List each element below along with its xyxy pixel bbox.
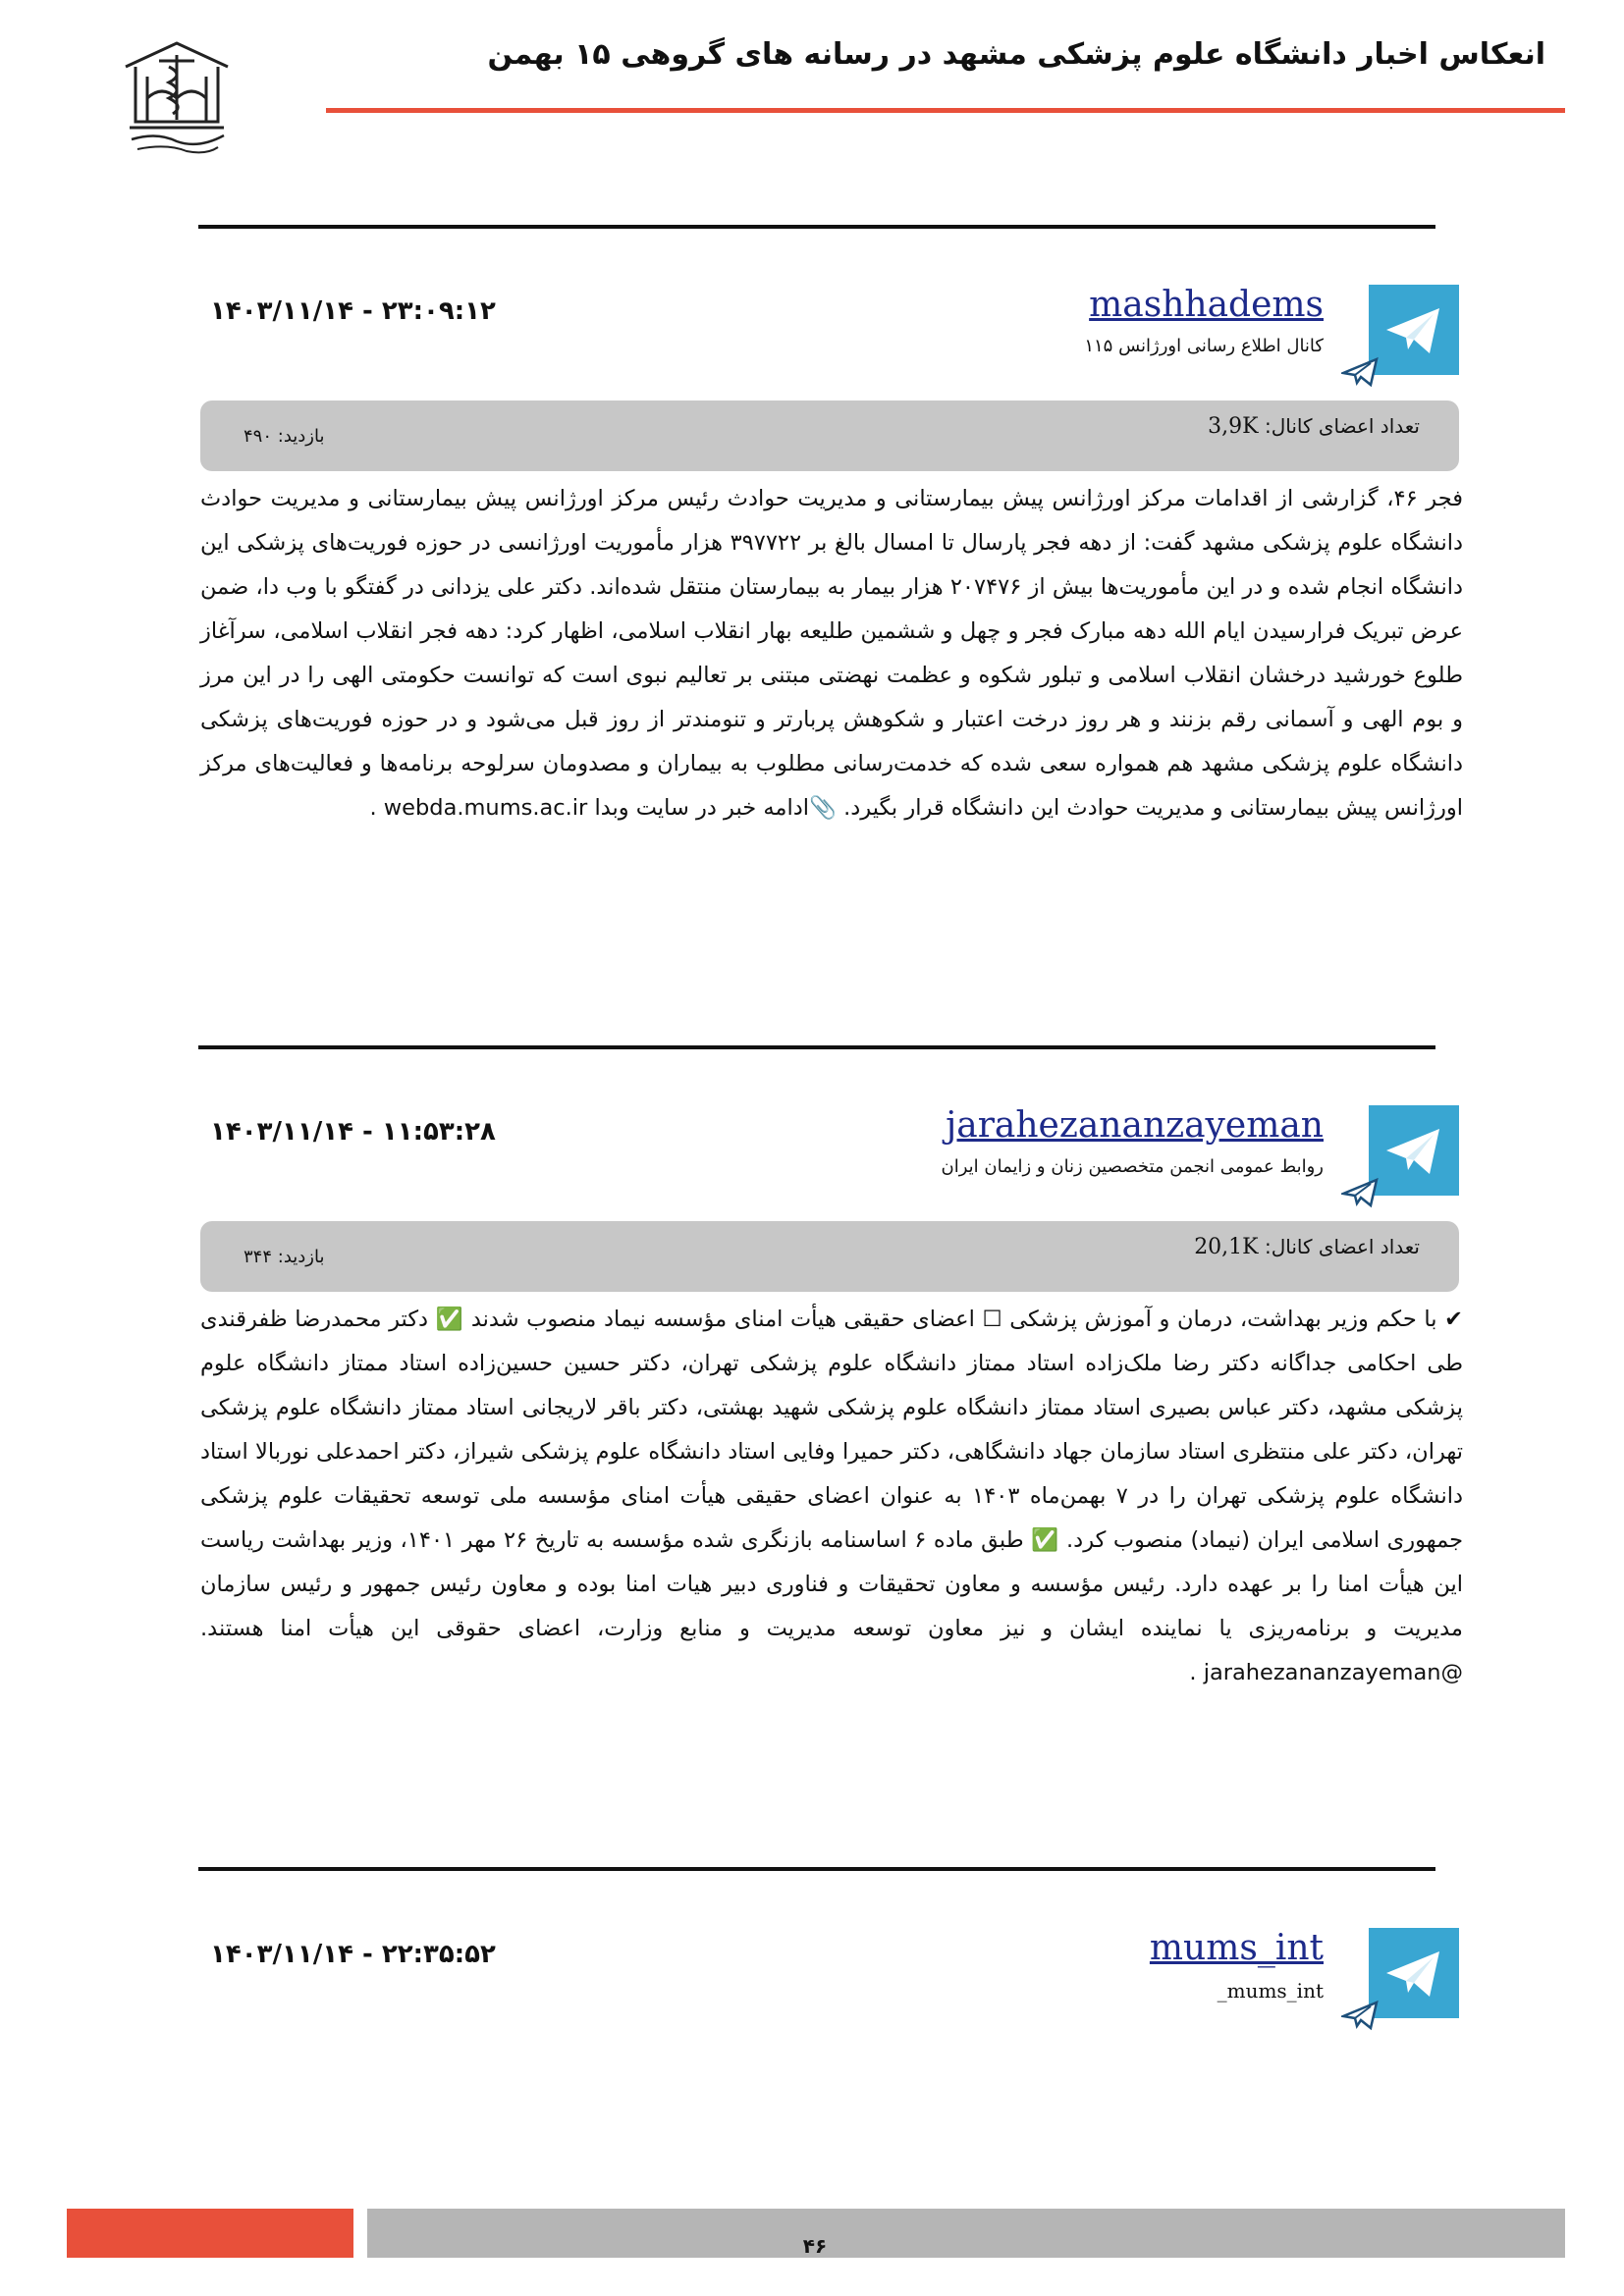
view-count-label: بازدید: <box>277 1247 325 1267</box>
post-datetime: ۱۴۰۳/۱۱/۱۴ - ۲۳:۰۹:۱۲ <box>210 296 496 326</box>
view-count-value: ۳۴۴ <box>244 1247 273 1267</box>
post-datetime: ۱۴۰۳/۱۱/۱۴ - ۱۱:۵۳:۲۸ <box>210 1117 496 1147</box>
channel-description: _mums_int <box>1217 1979 1324 2002</box>
post-card <box>196 1105 1463 1792</box>
post-card <box>196 285 1463 972</box>
post-separator <box>198 225 1435 229</box>
view-count <box>244 426 324 447</box>
view-count-label: بازدید: <box>277 426 325 447</box>
telegram-icon[interactable] <box>1369 1105 1459 1196</box>
post-separator <box>198 1867 1435 1871</box>
member-count <box>1208 414 1420 439</box>
channel-description: کانال اطلاع رسانی اورژانس ۱۱۵ <box>1084 336 1324 356</box>
stats-bar <box>200 400 1459 471</box>
member-count-label: تعداد اعضای کانال: <box>1264 1235 1420 1258</box>
channel-name-link[interactable]: mums_int <box>1149 1928 1324 1968</box>
header-rule <box>326 108 1565 113</box>
member-count-value: 3,9K <box>1208 414 1259 439</box>
view-count-value: ۴۹۰ <box>244 426 273 447</box>
telegram-icon[interactable] <box>1369 1928 1459 2018</box>
footer-bar <box>367 2209 1565 2258</box>
telegram-icon[interactable] <box>1369 285 1459 375</box>
footer-accent-bar <box>67 2209 353 2258</box>
channel-name-link[interactable]: jarahezananzayeman <box>946 1105 1324 1146</box>
post-body: ✔ با حکم وزیر بهداشت، درمان و آموزش پزشکی ☐ اعضای حقیقی هیأت امنای مؤسسه نیماد منصوب شدند ✅ دکتر محمدرضا ظفرقندی طی احکامی جداگانه دکتر رضا ملک‌زاده استاد ممتاز دانشگاه علوم پزشکی تهران، دکتر حسین حسین‌زاده استاد ممتاز دانشگاه علوم پزشکی مشهد، دکتر عباس بصیری استاد ممتاز دانشگاه علوم پزشکی شهید بهشتی، دکتر باقر لاریجانی استاد ممتاز دانشگاه علوم پزشکی تهران، دکتر علی منتظری استاد سازمان جهاد دانشگاهی، دکتر حمیرا وفایی استاد دانشگاه علوم پزشکی شیراز، دکتر احمدعلی نوربالا استاد دانشگاه علوم پزشکی تهران را در ۷ بهمن‌ماه ۱۴۰۳ به عنوان اعضای حقیقی هیأت امنای مؤسسه ملی توسعه تحقیقات علوم پزشکی جمهوری اسلامی ایران (نیماد) منصوب کرد. ✅ طبق ماده ۶ اساسنامه بازنگری شده مؤسسه به تاریخ ۲۶ مهر ۱۴۰۱، وزیر بهداشت ریاست این هیأت امنا را بر عهده دارد. رئیس مؤسسه و معاون تحقیقات و فناوری دبیر هیات امنا بوده و معاون رئیس جمهور و رئیس سازمان مدیریت و برنامه‌ریزی یا نماینده ایشان و نیز معاون توسعه مدیریت و منابع وزارت، اعضای حقوقی این هیأت امنا هستند. @jarahezananzayeman . <box>200 1307 1463 1685</box>
member-count <box>1194 1235 1420 1259</box>
page-number: ۴۶ <box>802 2234 828 2258</box>
post-separator <box>198 1045 1435 1049</box>
post-card <box>196 1928 1463 2065</box>
university-logo <box>108 37 245 165</box>
member-count-value: 20,1K <box>1194 1235 1259 1259</box>
member-count-label: تعداد اعضای کانال: <box>1264 414 1420 438</box>
page-title: انعکاس اخبار دانشگاه علوم پزشکی مشهد در رسانه های گروهی ۱۵ بهمن <box>487 37 1545 72</box>
stats-bar <box>200 1221 1459 1292</box>
channel-description: روابط عمومی انجمن متخصصین زنان و زایمان ایران <box>941 1156 1324 1177</box>
view-count <box>244 1247 324 1267</box>
channel-name-link[interactable]: mashhadems <box>1089 285 1324 325</box>
post-datetime: ۱۴۰۳/۱۱/۱۴ - ۲۲:۳۵:۵۲ <box>210 1940 496 1969</box>
post-body: فجر ۴۶، گزارشی از اقدامات مرکز اورژانس پیش بیمارستانی و مدیریت حوادث رئیس مرکز اورژانس پیش بیمارستانی و مدیریت حوادث دانشگاه علوم پزشکی مشهد گفت: از دهه فجر پارسال تا امسال بالغ بر ۳۹۷۷۲۲ هزار مأموریت اورژانسی در حوزه فوریت‌های پزشکی این دانشگاه انجام شده و در این مأموریت‌ها بیش از ۲۰۷۴۷۶ هزار بیمار به بیمارستان منتقل شده‌اند. دکتر علی یزدانی در گفتگو با وب دا، ضمن عرض تبریک فرارسیدن ایام الله دهه مبارک فجر و چهل و ششمین طلیعه بهار انقلاب اسلامی، اظهار کرد: دهه فجر انقلاب اسلامی، سرآغاز طلوع خورشید درخشان انقلاب اسلامی و تبلور شکوه و عظمت نهضتی مبتنی بر تعالیم نبوی است که توانست حکومتی الهی را در این مرز و بوم الهی و آسمانی رقم بزنند و هر روز درخت اعتبار و شکوهش پربارتر و تنومندتر از روز قبل می‌شود و در حوزه فوریت‌های پزشکی دانشگاه علوم پزشکی مشهد هم همواره سعی شده که خدمت‌رسانی مطلوب به بیماران و مصدومان سرلوحه برنامه‌ها و فعالیت‌های مرکز اورژانس پیش بیمارستانی و مدیریت حوادث این دانشگاه قرار بگیرد. 📎ادامه خبر در سایت وبدا webda.mums.ac.ir . <box>200 486 1463 821</box>
